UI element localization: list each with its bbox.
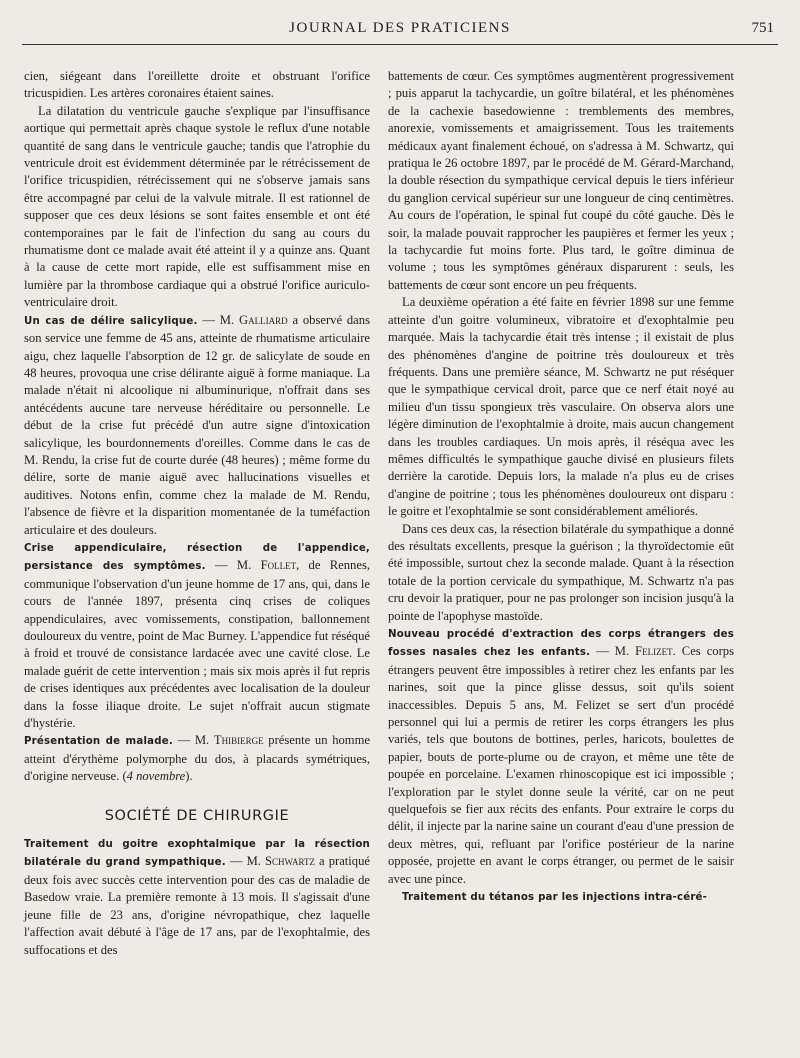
paragraph: La deuxième opération a été faite en février 1898 sur une femme atteinte d'un goitre volumineux, vibratoire et d'exophtalmie peu marquée. Mais la tachycardie était très intense ; il existait de plus des phénomènes d'angine de poitrine très douloureux et très fréquents. Dans une première séance, M. Schwartz ne put réséquer que le sympathique cervical droit, parce que ce nerf était noyé au milieu d'un tissu spongieux très vasculaire. On observa alors une légère diminution de l'exophtalmie à droite, mais aucun changement dans les troubles cardiaques. Un mois après, il réséqua avec les mêmes difficultés le sympathique gauche divisé en plusieurs filets derrière la carotide. Depuis lors, la malade n'a plus eu de crises d'angine de poitrine ; tous les phénomènes douloureux ont disparu : le goitre et l'exophtalmie se sont considérablement améliorés. [388, 295, 734, 519]
article-heading: Présentation de malade. [24, 736, 173, 748]
page-header [22, 18, 778, 45]
article-goitre-treatment: Traitement du goitre exophtalmique par la résection bilatérale du grand sympathique. — M. Schwartz a pratiqué deux fois avec succès cette intervention pour des cas de maladie de Basedow vraie. La première remonte à 13 mois. Il s'agissait d'une jeune fille de 23 ans, d'origine névropathique, chez laquelle l'affection avait débuté à l'âge de 17 ans, par de l'exophtalmie, des suffocations et des [24, 839, 370, 957]
right-column [388, 68, 734, 907]
paragraph: battements de cœur. Ces symptômes augmentèrent progressivement ; puis apparut la tachycardie, un goître bilatéral, et les phénomènes de la cachexie basedowienne : tremblements des membres, anorexie, vomissements et amaigrissement. Tous les traitements médicaux ayant finalement échoué, on s'adressa à M. Schwartz, qui pratiqua le 26 octobre 1897, par le procédé de M. Gérard-Marchand, la double résection du sympathique cervical depuis le tiers inférieur du ganglion cervical supérieur sur une longueur de cinq centimètres. Au cours de l'opération, le spinal fut coupé du côté gauche. Dès le soir, la malade pouvait rapprocher les paupières et fermer les yeux ; la tachycardie fut moins forte. Plus tard, le goître diminua de volume ; tous les symptômes généraux disparurent : seuls, les battements de cœur sont encore un peu fréquents. [388, 69, 734, 292]
article-heading: Traitement du goitre exophtalmique par la résection bilatérale du grand sympathique. [24, 839, 370, 869]
article-salicylic-delirium: Un cas de délire salicylique. — M. Galliard a observé dans son service une femme de 45 ans, atteinte de rhumatisme articulaire aigu, chez laquelle l'absorption de 12 gr. de salicylate de soude en 48 heures, provoqua une crise délirante aiguë à forme maniaque. La malade n'était ni alcoolique ni albuminurique, n'offrait dans ses antécédents aucune tare nerveuse héréditaire ou personnelle. Le début de la crise fut précédé d'un autre signe d'intoxication salicylique, les bourdonnements d'oreilles. Comme dans le cas de M. Rendu, la crise fut de courte durée (48 heures) ; même forme du délire, sorte de manie aiguë avec hallucinations visuelles et auditives. Notons enfin, comme chez la malade de M. Rendu, l'absence de fièvre et la disparition momentanée de la tuméfaction articulaire et des douleurs. [24, 312, 370, 537]
article-heading: Traitement du tétanos par les injections intra-céré- [402, 892, 708, 904]
left-column [24, 68, 370, 959]
running-title: JOURNAL DES PRATICIENS [289, 20, 511, 36]
author-name: Galliard [239, 312, 288, 327]
author-name: Felizet [635, 644, 673, 659]
section-heading: SOCIÉTÉ DE CHIRURGIE [104, 807, 290, 824]
author-name: Thibierge [213, 733, 264, 748]
article-heading: Crise appendiculaire, résection de l'appendice, persistance des symptômes. [24, 542, 370, 573]
article-heading: Nouveau procédé d'extraction des corps étrangers des fosses nasales chez les enfants. [388, 629, 734, 659]
page-number: 751 [751, 20, 774, 36]
article-heading: Un cas de délire salicylique. [24, 315, 198, 327]
article-tetanus-heading [388, 888, 734, 906]
author-name: Follet [260, 558, 297, 573]
article-appendicular-crisis: Crise appendiculaire, résection de l'appendice, persistance des symptômes. — M. Follet, de Rennes, communique l'observation d'un jeune homme de 17 ans, qui, dans le cours de l'année 1897, présenta cinq crises de coliques appendiculaires, avec vomissements, constipation, ballonnement douloureux du ventre, point de Mac Burney. L'appendice fut réséqué à froid et trouvé de consistance lardacée avec une cavité close. Le malade guérit de cette intervention ; mais six mois après il fut repris de crises identiques aux précédentes avec localisation de la douleur dans la fosse iliaque droite. Le sujet n'offrait aucun stigmate d'hystérie. [24, 542, 370, 731]
paragraph: cien, siégeant dans l'oreillette droite et obstruant l'orifice tricuspidien. Les artères coronaires étaient saines. [24, 69, 370, 101]
session-date: 4 novembre [126, 769, 186, 784]
paragraph: La dilatation du ventricule gauche s'explique par l'insuffisance aortique qui permettait après chaque systole le reflux d'une notable quantité de sang dans le ventricule gauche; tandis que l'atrophie du ventricule droit est évidemment déterminée par le rétrécissement de l'orifice tricuspidien, rétrécissement qui ne s'observe jamais sans être accompagné par celui de la valvule mitrale. Il est rationnel de supposer que ces deux lésions se sont faites ensemble et ont été contemporaines par le fait de l'infection du sang au cours du rhumatisme dont ce malade avait été atteint il y a quinze ans. Quant à la cause de cette mort rapide, elle est suffisamment mise en lumière par la thrombose cardiaque qui a obstrué l'orifice auriculo-ventriculaire droit. [24, 103, 370, 310]
article-nasal-foreign-bodies: Nouveau procédé d'extraction des corps étrangers des fosses nasales chez les enfants. — M. Felizet. Ces corps étrangers peuvent être impossibles à retirer chez les enfants par les narines, soit que la pince glisse dessus, soit qu'ils soient inaccessibles. Depuis 5 ans, M. Felizet se sert d'un procédé personnel qui lui a permis de retirer les corps étrangers les plus variés, tels que boutons de bottines, perles, haricots, boulettes de papier, bouts de porte-plume ou de crayon, et même une tête de poupée en porcelaine. L'examen rhinoscopique est ici impossible ; l'exploration par le stylet donne seule la vérité, car on ne peut quelquefois se fier aux récits des enfants. Pour extraire le corps du délit, il injecte par la narine saine un courant d'eau d'une pression de deux mètres, qui, refluant par l'orifice postérieur de la narine opposée, projette en avant le corps étranger, ou permet de le saisir avec une pince. [388, 629, 734, 886]
article-patient-presentation: Présentation de malade. — M. Thibierge présente un homme atteint d'érythème polymorphe du dos, à placards symétriques, d'origine nerveuse. (4 novembre). [24, 733, 370, 784]
author-name: Schwartz [265, 854, 315, 869]
paragraph: Dans ces deux cas, la résection bilatérale du sympathique a donné des résultats excellents, presque la guérison ; la thyroïdectomie eût été impossible, surtout chez la seconde malade. Quant à la résection totale de la portion cervicale du sympathique, M. Schwartz n'a pas cru devoir la pratiquer, pour ne pas prolonger son incision jusqu'à la pointe de l'apophyse mastoïde. [388, 521, 734, 623]
